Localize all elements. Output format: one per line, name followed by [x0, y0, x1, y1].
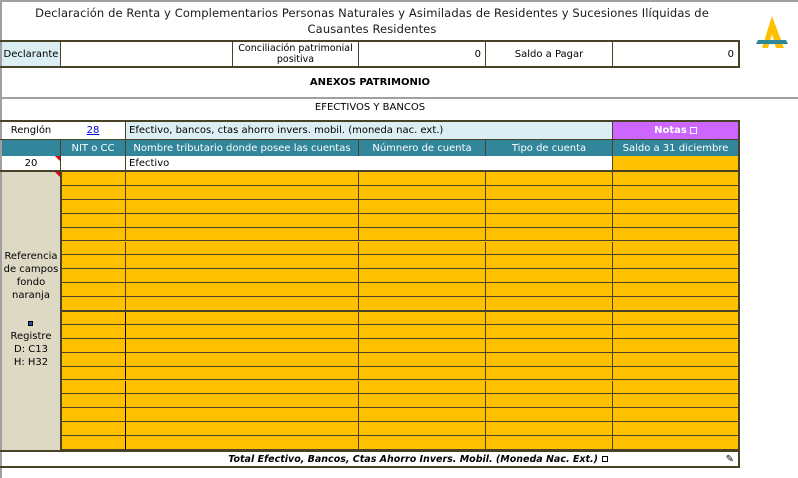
- table-row: [62, 186, 738, 200]
- table-cell[interactable]: [485, 325, 612, 339]
- table-cell[interactable]: [485, 242, 612, 256]
- table-cell[interactable]: [125, 311, 358, 325]
- table-cell[interactable]: [358, 228, 485, 242]
- table-cell[interactable]: [125, 325, 358, 339]
- dian-logo-icon: [754, 14, 790, 50]
- table-row: [62, 200, 738, 214]
- table-cell[interactable]: [612, 339, 738, 353]
- table-row: [62, 367, 738, 381]
- table-cell[interactable]: [62, 394, 125, 408]
- table-cell[interactable]: [62, 228, 125, 242]
- col-numero: Númnero de cuenta: [359, 140, 485, 156]
- table-cell[interactable]: [485, 394, 612, 408]
- notas-label: Notas: [654, 125, 687, 136]
- saldo-value: 0: [727, 48, 734, 60]
- saldo-field[interactable]: [613, 156, 738, 170]
- table-cell[interactable]: [612, 394, 738, 408]
- side-note-h: H: H32: [13, 357, 49, 368]
- table-cell[interactable]: [125, 228, 358, 242]
- table-cell[interactable]: [62, 353, 125, 367]
- table-cell[interactable]: [485, 269, 612, 283]
- section-title: ANEXOS PATRIMONIO: [309, 76, 431, 88]
- divider: [738, 40, 740, 68]
- table-cell[interactable]: [612, 228, 738, 242]
- table-cell[interactable]: [358, 172, 485, 186]
- table-cell[interactable]: [612, 367, 738, 381]
- page-title: Declaración de Renta y Complementarios Personas Naturales y Asimiladas de Residentes y Sucesiones Ilíquidas de Causantes Residentes: [35, 6, 709, 36]
- side-note-registre: Registre: [10, 331, 52, 342]
- table-row: [62, 325, 738, 339]
- table-row: [62, 297, 738, 311]
- table-cell[interactable]: [125, 436, 358, 450]
- table-cell[interactable]: [485, 311, 612, 325]
- total-label-text: Total Efectivo, Bancos, Ctas Ahorro Invers. Mobil. (Moneda Nac. Ext.): [228, 453, 598, 465]
- declarante-field[interactable]: [61, 42, 232, 66]
- table-cell[interactable]: [612, 172, 738, 186]
- note-indicator-icon: [690, 127, 697, 134]
- table-cell[interactable]: [485, 381, 612, 395]
- renglon-label: Renglón: [10, 125, 52, 136]
- col-tipo: Tipo de cuenta: [486, 140, 612, 156]
- table-row: [62, 394, 738, 408]
- table-cell[interactable]: [612, 200, 738, 214]
- table-cell[interactable]: [125, 367, 358, 381]
- divider: [358, 140, 359, 156]
- table-cell[interactable]: [612, 186, 738, 200]
- table-cell[interactable]: [125, 339, 358, 353]
- table-cell[interactable]: [125, 297, 358, 311]
- table-row: [62, 283, 738, 297]
- table-cell[interactable]: [612, 255, 738, 269]
- table-cell[interactable]: [358, 186, 485, 200]
- table-cell[interactable]: [485, 367, 612, 381]
- table-cell[interactable]: [125, 269, 358, 283]
- table-cell[interactable]: [485, 214, 612, 228]
- table-cell[interactable]: [62, 186, 125, 200]
- table-row: [62, 436, 738, 450]
- table-cell[interactable]: [358, 269, 485, 283]
- table-cell[interactable]: [612, 325, 738, 339]
- table-cell[interactable]: [62, 269, 125, 283]
- table-cell[interactable]: [62, 297, 125, 311]
- table-cell[interactable]: [358, 200, 485, 214]
- table-cell[interactable]: [125, 172, 358, 186]
- table-cell[interactable]: [358, 242, 485, 256]
- table-cell[interactable]: [62, 172, 125, 186]
- side-note-panel: [2, 172, 60, 450]
- table-cell[interactable]: [358, 283, 485, 297]
- table-cell[interactable]: [358, 339, 485, 353]
- table-cell[interactable]: [125, 353, 358, 367]
- table-cell[interactable]: [358, 394, 485, 408]
- table-cell[interactable]: [358, 297, 485, 311]
- conciliacion-label: Conciliación patrimonial positiva: [238, 43, 353, 65]
- row-index: [2, 156, 60, 170]
- table-cell[interactable]: [358, 422, 485, 436]
- table-row: [62, 339, 738, 353]
- table-cell[interactable]: [62, 422, 125, 436]
- table-cell[interactable]: [358, 214, 485, 228]
- table-cell[interactable]: [485, 353, 612, 367]
- conciliacion-value: 0: [474, 48, 481, 60]
- table-row: [62, 408, 738, 422]
- table-cell[interactable]: [358, 311, 485, 325]
- top-border: [0, 0, 798, 2]
- col-nit: NIT o CC: [61, 140, 125, 156]
- table-cell[interactable]: [485, 436, 612, 450]
- table-cell[interactable]: [125, 422, 358, 436]
- table-cell[interactable]: [62, 283, 125, 297]
- table-cell[interactable]: [125, 394, 358, 408]
- divider: [125, 140, 126, 156]
- saldo-label: Saldo a Pagar: [514, 48, 584, 60]
- table-cell[interactable]: [125, 408, 358, 422]
- table-cell[interactable]: [125, 242, 358, 256]
- table-row: [62, 422, 738, 436]
- table-cell[interactable]: [358, 381, 485, 395]
- divider: [485, 140, 486, 156]
- table-cell[interactable]: [358, 353, 485, 367]
- table-cell[interactable]: [612, 408, 738, 422]
- divider: [738, 120, 740, 467]
- table-cell[interactable]: [612, 214, 738, 228]
- table-cell[interactable]: [485, 228, 612, 242]
- edit-icon: ✎: [725, 453, 734, 465]
- table-cell[interactable]: [612, 242, 738, 256]
- table-cell[interactable]: [62, 325, 125, 339]
- table-cell[interactable]: [612, 436, 738, 450]
- table-cell[interactable]: [358, 367, 485, 381]
- table-row: [62, 381, 738, 395]
- table-cell[interactable]: [485, 200, 612, 214]
- table-cell[interactable]: [485, 297, 612, 311]
- table-cell[interactable]: [125, 214, 358, 228]
- table-cell[interactable]: [612, 422, 738, 436]
- table-cell[interactable]: [612, 311, 738, 325]
- data-grid: [62, 172, 738, 450]
- table-cell[interactable]: [125, 200, 358, 214]
- table-cell[interactable]: [62, 255, 125, 269]
- side-note-text: Referencia de campos fondo naranja: [3, 251, 59, 301]
- table-cell[interactable]: [612, 283, 738, 297]
- table-cell[interactable]: [358, 408, 485, 422]
- divider: [0, 466, 740, 468]
- table-cell[interactable]: [485, 422, 612, 436]
- table-cell[interactable]: [62, 242, 125, 256]
- divider: [612, 140, 613, 156]
- table-cell[interactable]: [485, 283, 612, 297]
- divider: [60, 140, 61, 156]
- table-row: [62, 353, 738, 367]
- table-cell[interactable]: [62, 436, 125, 450]
- table-row: [62, 228, 738, 242]
- note-indicator-icon: [28, 321, 33, 326]
- table-row: [62, 311, 738, 325]
- table-cell[interactable]: [612, 381, 738, 395]
- nit-field[interactable]: [61, 156, 125, 170]
- table-cell[interactable]: [612, 353, 738, 367]
- table-cell[interactable]: [125, 283, 358, 297]
- table-cell[interactable]: [485, 186, 612, 200]
- table-row: [62, 214, 738, 228]
- section-subtitle: EFECTIVOS Y BANCOS: [314, 101, 426, 113]
- table-row: [62, 255, 738, 269]
- table-cell[interactable]: [358, 436, 485, 450]
- group-divider: [60, 310, 738, 312]
- col-nombre: Nombre tributario donde posee las cuentas: [126, 140, 358, 156]
- nombre-field[interactable]: Efectivo: [129, 157, 170, 169]
- table-cell[interactable]: [358, 325, 485, 339]
- table-cell[interactable]: [62, 367, 125, 381]
- table-cell[interactable]: [485, 172, 612, 186]
- table-cell[interactable]: [612, 269, 738, 283]
- header-index-cell: [2, 140, 60, 156]
- table-row: [62, 269, 738, 283]
- row-index-value: 20: [24, 157, 38, 169]
- table-cell[interactable]: [358, 255, 485, 269]
- note-indicator-icon: [602, 456, 608, 462]
- table-cell[interactable]: [62, 339, 125, 353]
- table-row: [62, 242, 738, 256]
- table-cell[interactable]: [62, 200, 125, 214]
- total-value: [613, 452, 738, 466]
- table-cell[interactable]: [612, 297, 738, 311]
- table-cell[interactable]: [125, 255, 358, 269]
- renglon-number-link[interactable]: 28: [86, 125, 100, 136]
- col-saldo: Saldo a 31 diciembre: [613, 140, 738, 156]
- table-cell[interactable]: [125, 381, 358, 395]
- table-cell[interactable]: [62, 408, 125, 422]
- side-note-d: D: C13: [14, 344, 48, 355]
- table-cell[interactable]: [485, 339, 612, 353]
- table-cell[interactable]: [62, 214, 125, 228]
- table-cell[interactable]: [62, 311, 125, 325]
- table-row: [62, 172, 738, 186]
- notas-button[interactable]: [613, 122, 738, 139]
- table-cell[interactable]: [125, 186, 358, 200]
- renglon-description: Efectivo, bancos, ctas ahorro invers. mobil. (moneda nac. ext.): [126, 122, 612, 139]
- table-cell[interactable]: [62, 381, 125, 395]
- table-cell[interactable]: [485, 408, 612, 422]
- declarante-label: Declarante: [2, 42, 60, 66]
- table-cell[interactable]: [485, 255, 612, 269]
